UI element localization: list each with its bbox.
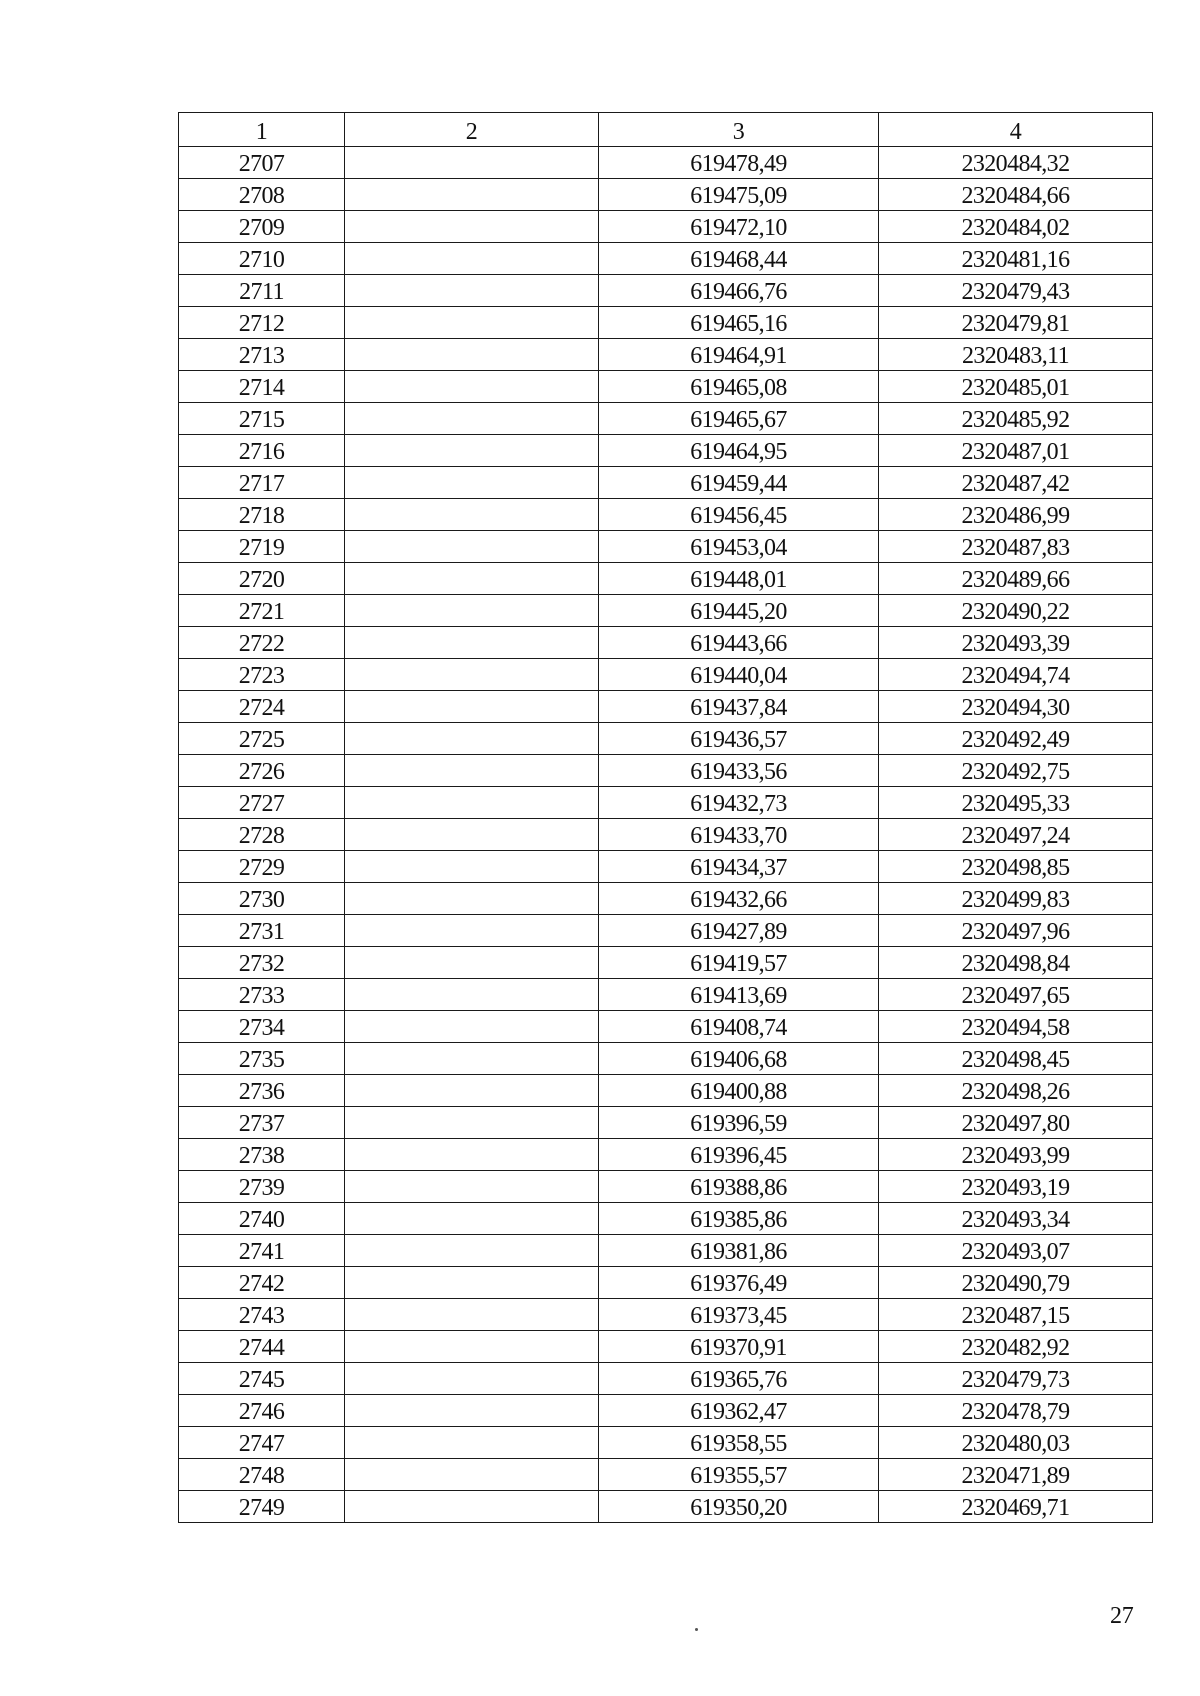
header-col-3: 3: [599, 113, 879, 147]
point-number-cell: 2718: [179, 499, 345, 531]
y-coordinate-cell: 2320482,92: [879, 1331, 1153, 1363]
y-coordinate-cell: 2320498,85: [879, 851, 1153, 883]
table-row: [179, 947, 1153, 979]
point-number-cell: 2742: [179, 1267, 345, 1299]
x-coordinate-cell: 619432,66: [599, 883, 879, 915]
empty-cell: [345, 1459, 599, 1491]
table-row: [179, 819, 1153, 851]
x-coordinate-cell: 619381,86: [599, 1235, 879, 1267]
x-coordinate-cell: 619413,69: [599, 979, 879, 1011]
x-coordinate-cell: 619436,57: [599, 723, 879, 755]
empty-cell: [345, 1267, 599, 1299]
x-coordinate-cell: 619434,37: [599, 851, 879, 883]
empty-cell: [345, 1139, 599, 1171]
empty-cell: [345, 563, 599, 595]
y-coordinate-cell: 2320487,42: [879, 467, 1153, 499]
empty-cell: [345, 1043, 599, 1075]
y-coordinate-cell: 2320485,01: [879, 371, 1153, 403]
point-number-cell: 2743: [179, 1299, 345, 1331]
y-coordinate-cell: 2320485,92: [879, 403, 1153, 435]
point-number-cell: 2714: [179, 371, 345, 403]
table-row: [179, 275, 1153, 307]
y-coordinate-cell: 2320498,26: [879, 1075, 1153, 1107]
point-number-cell: 2732: [179, 947, 345, 979]
table-row: [179, 1395, 1153, 1427]
empty-cell: [345, 1107, 599, 1139]
x-coordinate-cell: 619433,56: [599, 755, 879, 787]
table-body: [179, 147, 1153, 1523]
y-coordinate-cell: 2320494,30: [879, 691, 1153, 723]
empty-cell: [345, 947, 599, 979]
table-row: [179, 755, 1153, 787]
x-coordinate-cell: 619437,84: [599, 691, 879, 723]
point-number-cell: 2720: [179, 563, 345, 595]
point-number-cell: 2746: [179, 1395, 345, 1427]
y-coordinate-cell: 2320487,83: [879, 531, 1153, 563]
x-coordinate-cell: 619445,20: [599, 595, 879, 627]
empty-cell: [345, 755, 599, 787]
table-row: [179, 1363, 1153, 1395]
empty-cell: [345, 1299, 599, 1331]
empty-cell: [345, 883, 599, 915]
x-coordinate-cell: 619475,09: [599, 179, 879, 211]
table-row: [179, 1203, 1153, 1235]
y-coordinate-cell: 2320497,80: [879, 1107, 1153, 1139]
x-coordinate-cell: 619419,57: [599, 947, 879, 979]
x-coordinate-cell: 619376,49: [599, 1267, 879, 1299]
page-number: 27: [1110, 1603, 1134, 1629]
table-row: [179, 1043, 1153, 1075]
table-header-row: [179, 113, 1153, 147]
y-coordinate-cell: 2320498,84: [879, 947, 1153, 979]
x-coordinate-cell: 619465,67: [599, 403, 879, 435]
empty-cell: [345, 467, 599, 499]
table-row: [179, 435, 1153, 467]
point-number-cell: 2734: [179, 1011, 345, 1043]
y-coordinate-cell: 2320484,66: [879, 179, 1153, 211]
point-number-cell: 2740: [179, 1203, 345, 1235]
empty-cell: [345, 339, 599, 371]
table-row: [179, 979, 1153, 1011]
empty-cell: [345, 403, 599, 435]
x-coordinate-cell: 619370,91: [599, 1331, 879, 1363]
point-number-cell: 2730: [179, 883, 345, 915]
y-coordinate-cell: 2320498,45: [879, 1043, 1153, 1075]
empty-cell: [345, 691, 599, 723]
table-row: [179, 563, 1153, 595]
y-coordinate-cell: 2320480,03: [879, 1427, 1153, 1459]
point-number-cell: 2713: [179, 339, 345, 371]
table-row: [179, 595, 1153, 627]
table-row: [179, 723, 1153, 755]
empty-cell: [345, 659, 599, 691]
x-coordinate-cell: 619465,08: [599, 371, 879, 403]
point-number-cell: 2728: [179, 819, 345, 851]
point-number-cell: 2723: [179, 659, 345, 691]
point-number-cell: 2738: [179, 1139, 345, 1171]
x-coordinate-cell: 619453,04: [599, 531, 879, 563]
table-row: [179, 1331, 1153, 1363]
empty-cell: [345, 147, 599, 179]
table-row: [179, 403, 1153, 435]
point-number-cell: 2719: [179, 531, 345, 563]
point-number-cell: 2749: [179, 1491, 345, 1523]
empty-cell: [345, 819, 599, 851]
point-number-cell: 2748: [179, 1459, 345, 1491]
table-row: [179, 467, 1153, 499]
y-coordinate-cell: 2320487,01: [879, 435, 1153, 467]
table-row: [179, 1459, 1153, 1491]
x-coordinate-cell: 619350,20: [599, 1491, 879, 1523]
table-row: [179, 787, 1153, 819]
table-row: [179, 371, 1153, 403]
y-coordinate-cell: 2320493,34: [879, 1203, 1153, 1235]
empty-cell: [345, 1363, 599, 1395]
empty-cell: [345, 627, 599, 659]
header-col-1: 1: [179, 113, 345, 147]
point-number-cell: 2708: [179, 179, 345, 211]
x-coordinate-cell: 619408,74: [599, 1011, 879, 1043]
point-number-cell: 2724: [179, 691, 345, 723]
empty-cell: [345, 723, 599, 755]
x-coordinate-cell: 619373,45: [599, 1299, 879, 1331]
table-row: [179, 659, 1153, 691]
empty-cell: [345, 435, 599, 467]
x-coordinate-cell: 619443,66: [599, 627, 879, 659]
point-number-cell: 2731: [179, 915, 345, 947]
point-number-cell: 2736: [179, 1075, 345, 1107]
x-coordinate-cell: 619465,16: [599, 307, 879, 339]
y-coordinate-cell: 2320481,16: [879, 243, 1153, 275]
empty-cell: [345, 1395, 599, 1427]
table-row: [179, 339, 1153, 371]
table-row: [179, 1267, 1153, 1299]
x-coordinate-cell: 619478,49: [599, 147, 879, 179]
x-coordinate-cell: 619459,44: [599, 467, 879, 499]
x-coordinate-cell: 619456,45: [599, 499, 879, 531]
empty-cell: [345, 851, 599, 883]
y-coordinate-cell: 2320479,81: [879, 307, 1153, 339]
point-number-cell: 2745: [179, 1363, 345, 1395]
empty-cell: [345, 1235, 599, 1267]
empty-cell: [345, 1331, 599, 1363]
empty-cell: [345, 1075, 599, 1107]
y-coordinate-cell: 2320497,65: [879, 979, 1153, 1011]
point-number-cell: 2727: [179, 787, 345, 819]
y-coordinate-cell: 2320479,73: [879, 1363, 1153, 1395]
header-col-2: 2: [345, 113, 599, 147]
table-row: [179, 179, 1153, 211]
y-coordinate-cell: 2320487,15: [879, 1299, 1153, 1331]
y-coordinate-cell: 2320494,74: [879, 659, 1153, 691]
table-row: [179, 1107, 1153, 1139]
empty-cell: [345, 787, 599, 819]
empty-cell: [345, 1171, 599, 1203]
table-row: [179, 883, 1153, 915]
x-coordinate-cell: 619427,89: [599, 915, 879, 947]
empty-cell: [345, 1011, 599, 1043]
table-row: [179, 499, 1153, 531]
y-coordinate-cell: 2320493,99: [879, 1139, 1153, 1171]
point-number-cell: 2729: [179, 851, 345, 883]
empty-cell: [345, 499, 599, 531]
table-row: [179, 1011, 1153, 1043]
x-coordinate-cell: 619358,55: [599, 1427, 879, 1459]
x-coordinate-cell: 619464,91: [599, 339, 879, 371]
x-coordinate-cell: 619448,01: [599, 563, 879, 595]
table-header: [179, 113, 1153, 147]
table-row: [179, 243, 1153, 275]
table-row: [179, 1299, 1153, 1331]
point-number-cell: 2747: [179, 1427, 345, 1459]
y-coordinate-cell: 2320493,07: [879, 1235, 1153, 1267]
point-number-cell: 2722: [179, 627, 345, 659]
point-number-cell: 2711: [179, 275, 345, 307]
point-number-cell: 2721: [179, 595, 345, 627]
table-row: [179, 1171, 1153, 1203]
x-coordinate-cell: 619433,70: [599, 819, 879, 851]
empty-cell: [345, 243, 599, 275]
point-number-cell: 2717: [179, 467, 345, 499]
y-coordinate-cell: 2320484,32: [879, 147, 1153, 179]
x-coordinate-cell: 619406,68: [599, 1043, 879, 1075]
y-coordinate-cell: 2320471,89: [879, 1459, 1153, 1491]
empty-cell: [345, 1491, 599, 1523]
point-number-cell: 2710: [179, 243, 345, 275]
table-row: [179, 531, 1153, 563]
y-coordinate-cell: 2320489,66: [879, 563, 1153, 595]
point-number-cell: 2712: [179, 307, 345, 339]
coordinates-table: [178, 112, 1153, 1523]
table-row: [179, 1075, 1153, 1107]
table-row: [179, 915, 1153, 947]
point-number-cell: 2726: [179, 755, 345, 787]
point-number-cell: 2739: [179, 1171, 345, 1203]
x-coordinate-cell: 619440,04: [599, 659, 879, 691]
y-coordinate-cell: 2320499,83: [879, 883, 1153, 915]
empty-cell: [345, 915, 599, 947]
table-row: [179, 307, 1153, 339]
x-coordinate-cell: 619385,86: [599, 1203, 879, 1235]
empty-cell: [345, 275, 599, 307]
y-coordinate-cell: 2320497,24: [879, 819, 1153, 851]
table-row: [179, 851, 1153, 883]
empty-cell: [345, 1427, 599, 1459]
point-number-cell: 2741: [179, 1235, 345, 1267]
x-coordinate-cell: 619355,57: [599, 1459, 879, 1491]
x-coordinate-cell: 619432,73: [599, 787, 879, 819]
point-number-cell: 2737: [179, 1107, 345, 1139]
y-coordinate-cell: 2320483,11: [879, 339, 1153, 371]
point-number-cell: 2709: [179, 211, 345, 243]
x-coordinate-cell: 619468,44: [599, 243, 879, 275]
y-coordinate-cell: 2320478,79: [879, 1395, 1153, 1427]
table-row: [179, 627, 1153, 659]
table-row: [179, 1139, 1153, 1171]
empty-cell: [345, 979, 599, 1011]
empty-cell: [345, 211, 599, 243]
table-row: [179, 691, 1153, 723]
empty-cell: [345, 1203, 599, 1235]
x-coordinate-cell: 619396,59: [599, 1107, 879, 1139]
y-coordinate-cell: 2320492,49: [879, 723, 1153, 755]
table-row: [179, 211, 1153, 243]
x-coordinate-cell: 619466,76: [599, 275, 879, 307]
point-number-cell: 2744: [179, 1331, 345, 1363]
y-coordinate-cell: 2320490,22: [879, 595, 1153, 627]
y-coordinate-cell: 2320486,99: [879, 499, 1153, 531]
y-coordinate-cell: 2320479,43: [879, 275, 1153, 307]
x-coordinate-cell: 619396,45: [599, 1139, 879, 1171]
x-coordinate-cell: 619472,10: [599, 211, 879, 243]
x-coordinate-cell: 619362,47: [599, 1395, 879, 1427]
point-number-cell: 2716: [179, 435, 345, 467]
empty-cell: [345, 371, 599, 403]
table-row: [179, 1491, 1153, 1523]
empty-cell: [345, 531, 599, 563]
x-coordinate-cell: 619365,76: [599, 1363, 879, 1395]
y-coordinate-cell: 2320493,39: [879, 627, 1153, 659]
y-coordinate-cell: 2320469,71: [879, 1491, 1153, 1523]
x-coordinate-cell: 619388,86: [599, 1171, 879, 1203]
point-number-cell: 2735: [179, 1043, 345, 1075]
point-number-cell: 2733: [179, 979, 345, 1011]
y-coordinate-cell: 2320492,75: [879, 755, 1153, 787]
x-coordinate-cell: 619400,88: [599, 1075, 879, 1107]
point-number-cell: 2707: [179, 147, 345, 179]
y-coordinate-cell: 2320484,02: [879, 211, 1153, 243]
table-row: [179, 1235, 1153, 1267]
scan-speck: [695, 1628, 698, 1631]
point-number-cell: 2715: [179, 403, 345, 435]
y-coordinate-cell: 2320494,58: [879, 1011, 1153, 1043]
x-coordinate-cell: 619464,95: [599, 435, 879, 467]
y-coordinate-cell: 2320490,79: [879, 1267, 1153, 1299]
point-number-cell: 2725: [179, 723, 345, 755]
table-row: [179, 147, 1153, 179]
table-row: [179, 1427, 1153, 1459]
y-coordinate-cell: 2320493,19: [879, 1171, 1153, 1203]
empty-cell: [345, 307, 599, 339]
header-col-4: 4: [879, 113, 1153, 147]
y-coordinate-cell: 2320495,33: [879, 787, 1153, 819]
empty-cell: [345, 179, 599, 211]
empty-cell: [345, 595, 599, 627]
y-coordinate-cell: 2320497,96: [879, 915, 1153, 947]
